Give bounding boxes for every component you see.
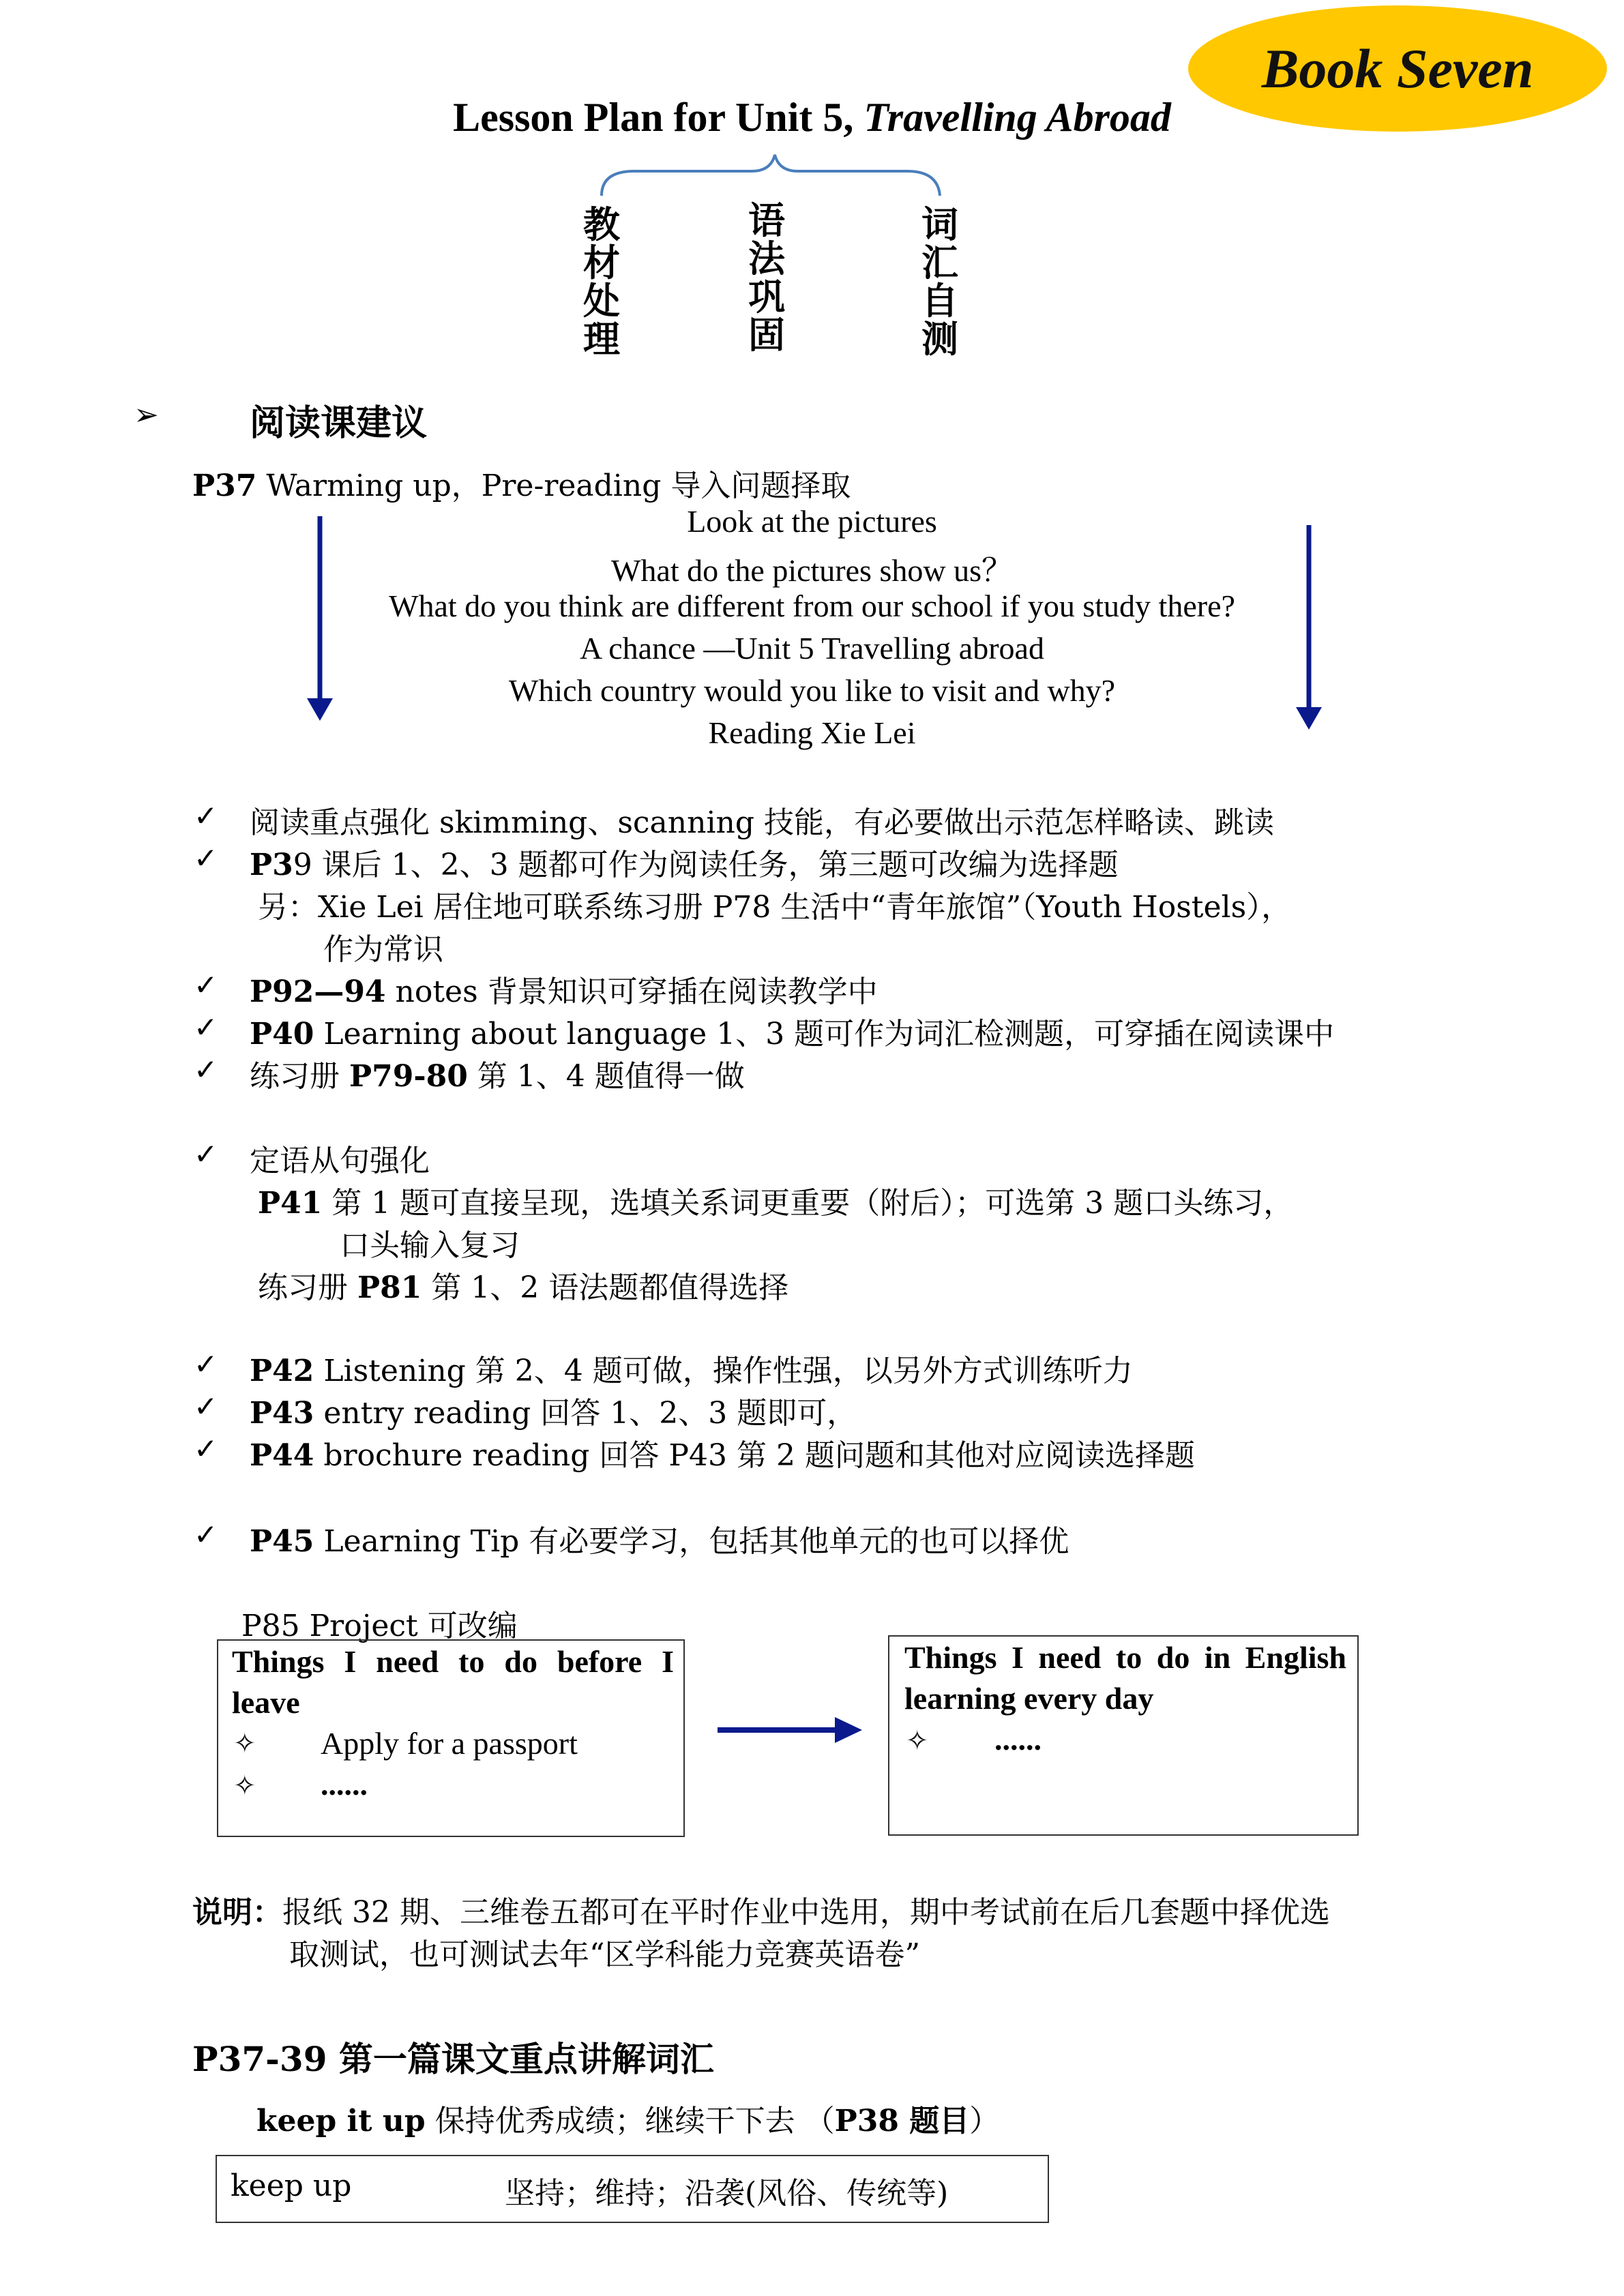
page-ref: P44 — [250, 1438, 314, 1473]
check-item — [250, 1431, 1195, 1474]
page-ref: P45 — [250, 1524, 314, 1559]
box-title-line: leave — [232, 1685, 300, 1720]
box-title-line: Things I need to do in English — [904, 1640, 1346, 1675]
check-icon: ✓ — [194, 1053, 218, 1086]
warming-text: Warming up，Pre-reading 导入问题择取 — [256, 468, 851, 503]
branch-vocabulary: 词汇自测 — [921, 203, 958, 361]
project-label: P85 Project 可改编 — [241, 1609, 518, 1643]
flow-step: Which country would you like to visit and why? — [508, 673, 1116, 708]
page-ref: P3 — [250, 848, 293, 882]
section-heading: 阅读课建议 — [250, 403, 428, 444]
page-ref: P43 — [250, 1396, 314, 1431]
check-icon: ✓ — [194, 968, 218, 1002]
grammar-pre: 练习册 — [258, 1270, 357, 1305]
vocab-meaning: 保持优秀成绩；继续干下去 （ — [425, 2104, 835, 2138]
star-bullet-icon: ✧ — [233, 1728, 256, 1759]
star-bullet-icon: ✧ — [233, 1770, 256, 1802]
warming-page: P37 — [192, 468, 257, 503]
check-icon: ✓ — [194, 1011, 218, 1044]
check-item — [250, 840, 1119, 884]
check-item-text: entry reading 回答 1、2、3 题即可， — [314, 1396, 857, 1431]
box-item: ...... — [321, 1767, 368, 1802]
box-title-line: Things I need to do before I — [232, 1644, 674, 1679]
check-item — [250, 1517, 1069, 1560]
grammar-text: 第 1 题可直接呈现，选填关系词更重要（附后）；可选第 3 题口头练习， — [322, 1186, 1294, 1221]
flow-step: A chance —Unit 5 Travelling abroad — [580, 631, 1044, 666]
note-line: 作为常识 — [323, 932, 443, 967]
vocab-heading: P37-39 第一篇课文重点讲解词汇 — [192, 2039, 714, 2079]
star-bullet-icon: ✧ — [906, 1725, 929, 1757]
check-item: 定语从句强化 — [250, 1144, 430, 1178]
check-item-text: Learning Tip 有必要学习，包括其他单元的也可以择优 — [314, 1524, 1069, 1559]
note-line: 另：Xie Lei 居住地可联系练习册 P78 生活中“青年旅馆”（Youth Hostels）， — [258, 890, 1292, 925]
check-icon: ✓ — [194, 1347, 218, 1381]
page-ref: P79-80 — [349, 1059, 468, 1094]
project-arrow — [716, 1714, 866, 1746]
check-icon: ✓ — [194, 1518, 218, 1551]
check-item-text: brochure reading 回答 P43 第 2 题问题和其他对应阅读选择题 — [314, 1438, 1195, 1473]
box-title-line: learning every day — [904, 1681, 1154, 1716]
title-italic: Travelling Abroad — [863, 95, 1171, 140]
check-icon: ✓ — [194, 1432, 218, 1465]
title-main: Lesson Plan for Unit 5, — [453, 95, 864, 140]
brace-connector — [593, 153, 948, 198]
flow-step: What do the pictures show us？ — [611, 553, 1013, 588]
check-item — [250, 1346, 1133, 1390]
box-item: Apply for a passport — [321, 1726, 578, 1761]
page-ref: P81 — [357, 1270, 422, 1305]
page-ref: P38 题目 — [834, 2104, 970, 2138]
arrow-bullet-icon: ➢ — [134, 398, 159, 432]
grammar-line: 口头输入复习 — [340, 1228, 520, 1263]
page-ref: P92—94 — [250, 974, 386, 1009]
note-text: 报纸 32 期、三维卷五都可在平时作业中选用，期中考试前在后几套题中择优选 — [282, 1895, 1330, 1930]
check-icon: ✓ — [194, 1390, 218, 1423]
note-label: 说明： — [192, 1895, 282, 1930]
flow-step: Reading Xie Lei — [708, 715, 916, 750]
vocab-keep-line — [256, 2096, 999, 2140]
note-paragraph-cont: 取测试，也可测试去年“区学科能力竞赛英语卷” — [289, 1937, 920, 1972]
vocab-term: keep it up — [256, 2104, 426, 2138]
flow-step: Look at the pictures — [687, 504, 937, 539]
project-box-before-leave — [217, 1639, 685, 1837]
grammar-text: 第 1、2 语法题都值得选择 — [422, 1270, 789, 1305]
check-item-text: notes 背景知识可穿插在阅读教学中 — [385, 974, 878, 1009]
box-item: ...... — [994, 1722, 1042, 1757]
page-ref: P41 — [258, 1186, 323, 1221]
page-ref: P42 — [250, 1354, 314, 1388]
flow-step: What do you think are different from our school if you study there? — [389, 588, 1235, 623]
check-icon: ✓ — [194, 841, 218, 875]
branch-textbook: 教材处理 — [583, 203, 620, 361]
check-item — [250, 1388, 857, 1432]
check-item — [250, 1009, 1334, 1053]
vocab-close: ） — [969, 2104, 1000, 2138]
check-item-text: 第 1、4 题值得一做 — [467, 1059, 745, 1094]
check-item-text: 9 课后 1、2、3 题都可作为阅读任务，第三题可改编为选择题 — [293, 848, 1119, 882]
check-item — [250, 1052, 745, 1095]
grammar-line — [258, 1178, 1293, 1222]
page-ref: P40 — [250, 1017, 314, 1052]
check-icon: ✓ — [194, 799, 218, 833]
branch-grammar: 语法巩固 — [748, 199, 785, 357]
check-item-text: Learning about language 1、3 题可作为词汇检测题，可穿插在阅读课中 — [314, 1017, 1335, 1052]
check-item — [250, 967, 878, 1011]
warming-line — [192, 461, 851, 505]
check-item-pre: 练习册 — [250, 1059, 349, 1094]
vocab-table-term: keep up — [231, 2168, 352, 2203]
book-badge-label: Book Seven — [1261, 37, 1534, 100]
grammar-line — [258, 1263, 788, 1307]
check-icon: ✓ — [194, 1137, 218, 1171]
vocab-table — [216, 2155, 1049, 2223]
vocab-table-meaning: 坚持；维持；沿袭(风俗、传统等) — [505, 2176, 949, 2211]
check-item: 阅读重点强化 skimming、scanning 技能，有必要做出示范怎样略读、跳读 — [250, 805, 1275, 840]
page-title — [0, 94, 1624, 141]
note-paragraph — [192, 1888, 1330, 1931]
project-box-daily-english — [888, 1635, 1359, 1836]
check-item-text: Listening 第 2、4 题可做，操作性强，以另外方式训练听力 — [314, 1354, 1133, 1388]
